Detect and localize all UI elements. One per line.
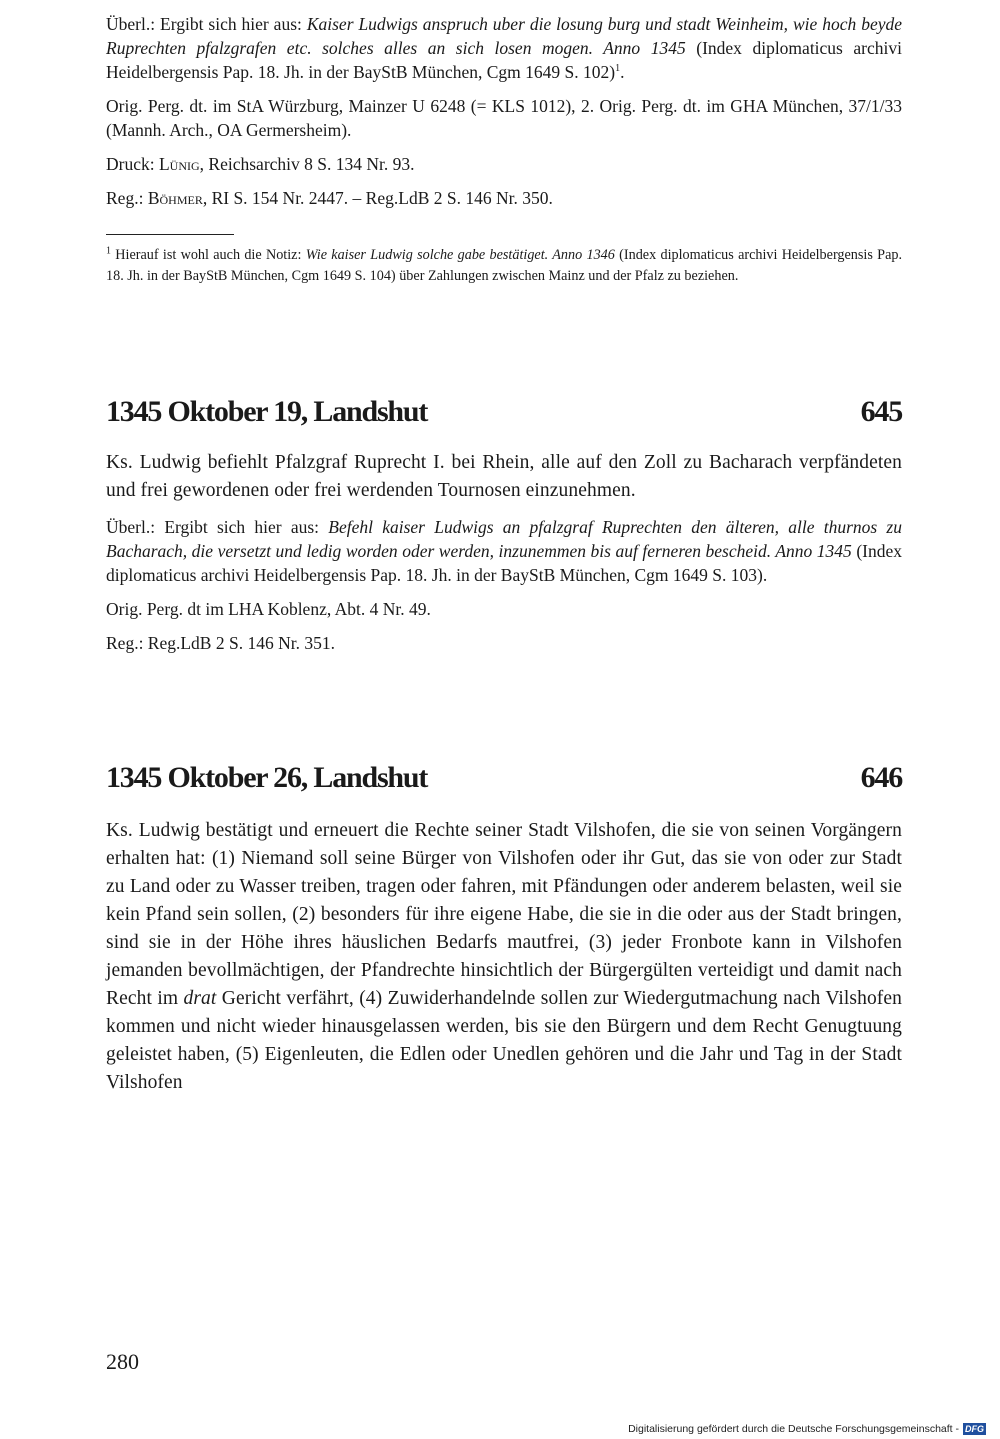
original-note: Orig. Perg. dt. im StA Würzburg, Mainzer U 6248 (= KLS 1012), 2. Orig. Perg. dt. im GHA München, 37/1/33 (Mannh. Arch., OA Germersheim).	[106, 96, 902, 140]
footnote-divider	[106, 234, 234, 235]
source-quote: Kaiser Ludwigs anspruch uber die losung burg und stadt Weinheim, wie hoch beyde Ruprechten pfalzgrafen etc. solches alles an sich losen mogen. Anno 1345	[106, 14, 903, 58]
page-body	[106, 12, 902, 1097]
ueberlieferung-note-645: Überl.: Ergibt sich hier aus: Befehl kaiser Ludwigs an pfalzgraf Ruprechten den älteren, alle thurnos zu Bacharach, die versetzt und ledig worden oder werden, inzunemmen bis auf ferneren bescheid. Anno 1345 (Index diplomaticus archivi Heidelbergensis Pap. 18. Jh. in der BayStB München, Cgm 1649 S. 103).	[106, 517, 902, 585]
entry-date-place: 1345 Oktober 19, Landshut	[106, 395, 428, 428]
entry-heading-646	[106, 761, 902, 795]
regest-note: Reg.: Böhmer, RI S. 154 Nr. 2447. – Reg.LdB 2 S. 146 Nr. 350.	[106, 188, 553, 208]
footnote: $^1$ Hierauf ist wohl auch die Notiz: Wie kaiser Ludwig solche gabe bestätiget. Anno 1346 (Index diplomaticus archivi Heidelbergensis Pap. 18. Jh. in der BayStB München, Cgm 1649 S. 104) über Zahlungen zwischen Mainz und der Pfalz zu beziehen.	[106, 245, 903, 284]
regest-note-645: Reg.: Reg.LdB 2 S. 146 Nr. 351.	[106, 633, 335, 653]
entry-number: 645	[860, 395, 902, 428]
dfg-credit-text: Digitalisierung gefördert durch die Deutsche Forschungsgemeinschaft -	[628, 1423, 959, 1435]
entry-regest-646: Ks. Ludwig bestätigt und erneuert die Rechte seiner Stadt Vilshofen, die sie von seinen Vorgängern erhalten hat: (1) Niemand soll seine Bürger von Vilshofen oder ihr Gut, das sie von oder zur Stadt zu Land oder zu Wasser treiben, tragen oder fahren, mit Pfändungen oder anderem belasten, weil sie kein Pfand sein sollen, (2) besonders für ihre eigene Habe, die sie in die oder aus der Stadt bringen, sind sie in der Höhe ihres häuslichen Bedarfs mautfrei, (3) jeder Fronbote kann in Vilshofen jemanden bevollmächtigen, der Pfandrechte hinsichtlich der Bürgergülten verteidigt und damit nach Recht im drat Gericht verfährt, (4) Zuwiderhandelnde sollen zur Wiedergutmachung nach Vilshofen kommen und nicht wieder hinausgelassen werden, bis sie den Bürgern und dem Recht Genugtuung geleistet haben, (5) Eigenleuten, die Edlen oder Unedlen gehören und die Jahr und Tag in der Stadt Vilshofen	[106, 820, 902, 1093]
dfg-logo-icon: DFG	[965, 1424, 984, 1434]
previous-entry-apparatus	[106, 12, 902, 210]
ueberlieferung-note: Überl.: Ergibt sich hier aus: Kaiser Ludwigs anspruch uber die losung burg und stadt Weinheim, wie hoch beyde Ruprechten pfalzgrafen etc. solches alles an sich losen mogen. Anno 1345 (Index diplomaticus archivi Heidelbergensis Pap. 18. Jh. in der BayStB München, Cgm 1649 S. 102)$^1$.	[106, 14, 903, 82]
footnote-marker[interactable]: 1	[615, 63, 621, 75]
entry-heading-645	[106, 395, 902, 429]
original-note-645: Orig. Perg. dt im LHA Koblenz, Abt. 4 Nr. 49.	[106, 599, 431, 619]
druck-note: Druck: Lünig, Reichsarchiv 8 S. 134 Nr. 93.	[106, 154, 415, 174]
entry-regest-645: Ks. Ludwig befiehlt Pfalzgraf Ruprecht I. bei Rhein, alle auf den Zoll zu Bacharach verpfändeten und frei gewordenen oder frei werdenden Tournosen einzunehmen.	[106, 452, 902, 501]
page-number: 280	[106, 1349, 139, 1374]
entry-number: 646	[860, 761, 902, 794]
dfg-credit	[628, 1423, 986, 1435]
entry-date-place: 1345 Oktober 26, Landshut	[106, 761, 428, 794]
